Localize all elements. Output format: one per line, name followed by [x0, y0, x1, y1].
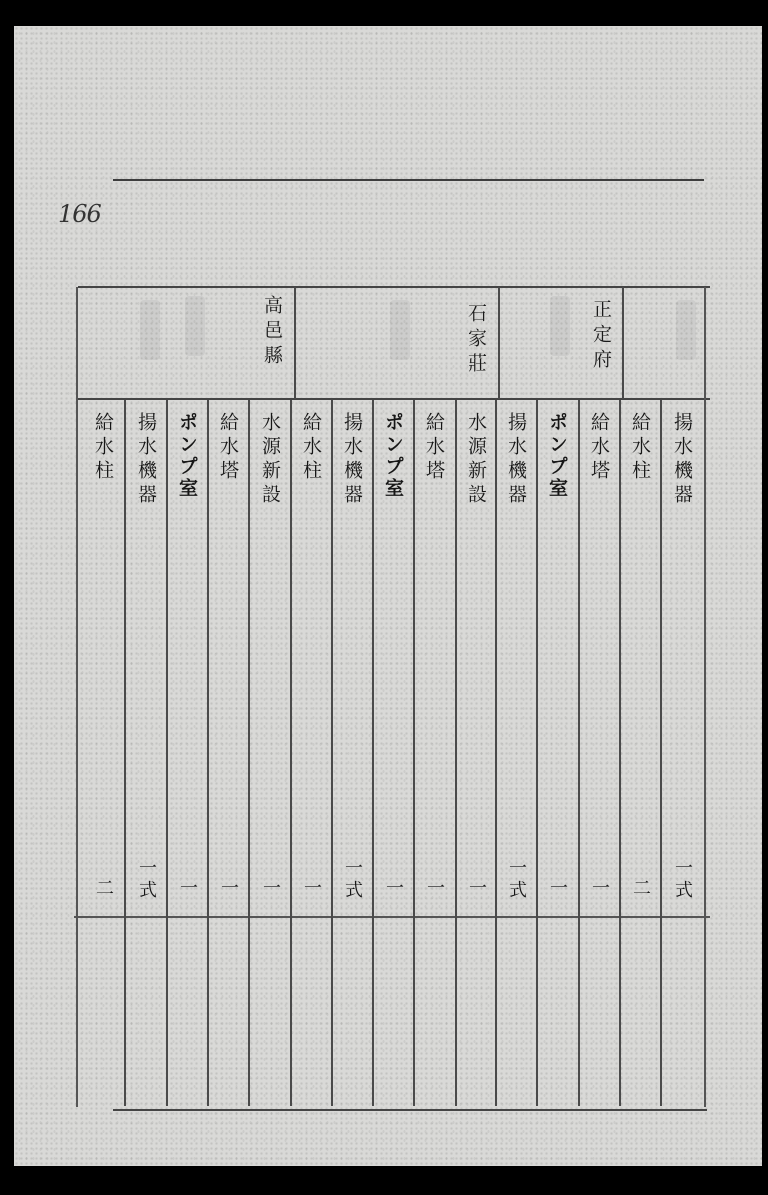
item-cell: 給水柱 [629, 412, 651, 484]
item-cell: 給水柱 [300, 412, 322, 484]
column-divider [290, 400, 292, 1106]
table-top-border [78, 286, 710, 288]
bleed-through-mark [390, 300, 410, 360]
quantity-cell: 一式 [342, 858, 363, 902]
quantity-cell: 一 [218, 878, 239, 900]
group-divider [622, 287, 624, 399]
quantity-cell: 二 [93, 878, 114, 900]
quantity-cell: 一 [260, 878, 281, 900]
column-divider [372, 400, 374, 1106]
scanned-page [14, 26, 762, 1166]
quantity-cell: 一 [547, 878, 568, 900]
item-cell: ポンプ室 [546, 412, 568, 500]
quantity-cell: 一 [383, 878, 404, 900]
column-divider [578, 400, 580, 1106]
quantity-cell: 一 [301, 878, 322, 900]
quantity-cell: 一 [466, 878, 487, 900]
group-label-gaoyi: 高邑縣 [261, 295, 283, 370]
item-cell: 水源新設 [465, 412, 487, 508]
top-rule [113, 179, 704, 181]
item-cell: 水源新設 [259, 412, 281, 508]
column-divider [166, 400, 168, 1106]
page-number: 166 [58, 200, 101, 228]
table-left-border [76, 287, 78, 1107]
column-divider [536, 400, 538, 1106]
group-divider [294, 287, 296, 399]
quantity-cell: 一 [177, 878, 198, 900]
quantity-cell: 二 [630, 878, 651, 900]
quantity-cell: 一式 [672, 858, 693, 902]
item-cell: ポンプ室 [382, 412, 404, 500]
quantity-cell: 一式 [506, 858, 527, 902]
quantity-cell: 一式 [136, 858, 157, 902]
bleed-through-mark [140, 300, 160, 360]
column-divider [207, 400, 209, 1106]
item-cell: 揚水機器 [671, 412, 693, 508]
quantity-row-separator [74, 916, 710, 918]
item-cell: 揚水機器 [341, 412, 363, 508]
bleed-through-mark [185, 296, 205, 356]
item-cell: 揚水機器 [135, 412, 157, 508]
bleed-through-mark [550, 296, 570, 356]
item-cell: 給水柱 [92, 412, 114, 484]
column-divider [619, 400, 621, 1106]
table-bottom-rule [113, 1109, 707, 1111]
table-right-border [704, 287, 706, 1107]
bleed-through-mark [676, 300, 696, 360]
group-label-zhengding: 正定府 [590, 299, 612, 374]
group-divider [498, 287, 500, 399]
item-cell: 揚水機器 [505, 412, 527, 508]
item-cell: 給水塔 [423, 412, 445, 484]
column-divider [413, 400, 415, 1106]
quantity-cell: 一 [424, 878, 445, 900]
item-cell: 給水塔 [588, 412, 610, 484]
quantity-cell: 一 [589, 878, 610, 900]
item-cell: ポンプ室 [176, 412, 198, 500]
group-label-shijiazhuang: 石家莊 [465, 303, 487, 378]
item-cell: 給水塔 [217, 412, 239, 484]
header-row-separator [78, 398, 710, 400]
